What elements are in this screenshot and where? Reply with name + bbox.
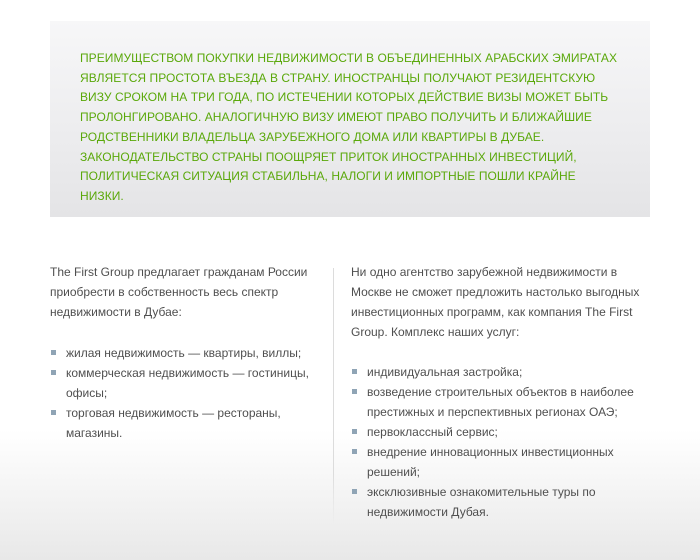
- list-item-text: торговая недвижимость — рестораны, магазины.: [66, 406, 281, 440]
- list-item: [367, 482, 656, 522]
- square-bullet-icon: [352, 389, 357, 394]
- list-item: [367, 442, 656, 482]
- list-item-text: первоклассный сервис;: [367, 425, 498, 439]
- highlight-text: ПРЕИМУЩЕСТВОМ ПОКУПКИ НЕДВИЖИМОСТИ В ОБЪЕДИНЕННЫХ АРАБСКИХ ЭМИРАТАХ ЯВЛЯЕТСЯ ПРОСТОТА ВЪЕЗДА В СТРАНУ. ИНОСТРАНЦЫ ПОЛУЧАЮТ РЕЗИДЕНТСКУЮ ВИЗУ СРОКОМ НА ТРИ ГОДА, ПО ИСТЕЧЕНИИ КОТОРЫХ ДЕЙСТВИЕ ВИЗЫ МОЖЕТ БЫТЬ ПРОЛОНГИРОВАНО. АНАЛОГИЧНУЮ ВИЗУ ИМЕЮТ ПРАВО ПОЛУЧИТЬ И БЛИЖАЙШИЕ РОДСТВЕННИКИ ВЛАДЕЛЬЦА ЗАРУБЕЖНОГО ДОМА ИЛИ КВАРТИРЫ В ДУБАЕ. ЗАКОНОДАТЕЛЬСТВО СТРАНЫ ПООЩРЯЕТ ПРИТОК ИНОСТРАННЫХ ИНВЕСТИЦИЙ, ПОЛИТИЧЕСКАЯ СИТУАЦИЯ СТАБИЛЬНА, НАЛОГИ И ИМПОРТНЫЕ ПОШЛИ КРАЙНЕ НИЗКИ.: [80, 51, 618, 203]
- list-item: [367, 362, 656, 382]
- square-bullet-icon: [352, 369, 357, 374]
- list-item-text: индивидуальная застройка;: [367, 365, 523, 379]
- square-bullet-icon: [51, 350, 56, 355]
- square-bullet-icon: [51, 370, 56, 375]
- right-column-list: [351, 362, 656, 522]
- highlight-box: [50, 21, 650, 217]
- left-column: [50, 262, 322, 443]
- list-item-text: эксклюзивные ознакомительные туры по недвижимости Дубая.: [367, 485, 596, 519]
- list-item-text: возведение строительных объектов в наиболее престижных и перспективных регионах ОАЭ;: [367, 385, 634, 419]
- square-bullet-icon: [51, 410, 56, 415]
- list-item-text: внедрение инновационных инвестиционных решений;: [367, 445, 614, 479]
- right-column: [351, 262, 656, 522]
- list-item: [367, 422, 656, 442]
- right-column-intro: Ни одно агентство зарубежной недвижимости в Москве не сможет предложить настолько выгодных инвестиционных программ, как компания The First Group. Комплекс наших услуг:: [351, 265, 640, 339]
- list-item: [66, 363, 322, 403]
- list-item: [66, 343, 322, 363]
- list-item-text: коммерческая недвижимость — гостиницы, офисы;: [66, 366, 309, 400]
- square-bullet-icon: [352, 489, 357, 494]
- list-item: [66, 403, 322, 443]
- list-item: [367, 382, 656, 422]
- square-bullet-icon: [352, 449, 357, 454]
- column-divider: [333, 268, 334, 526]
- square-bullet-icon: [352, 429, 357, 434]
- left-column-intro: The First Group предлагает гражданам России приобрести в собственность весь спектр недвижимости в Дубае:: [50, 265, 308, 319]
- list-item-text: жилая недвижимость — квартиры, виллы;: [66, 346, 302, 360]
- left-column-list: [50, 343, 322, 443]
